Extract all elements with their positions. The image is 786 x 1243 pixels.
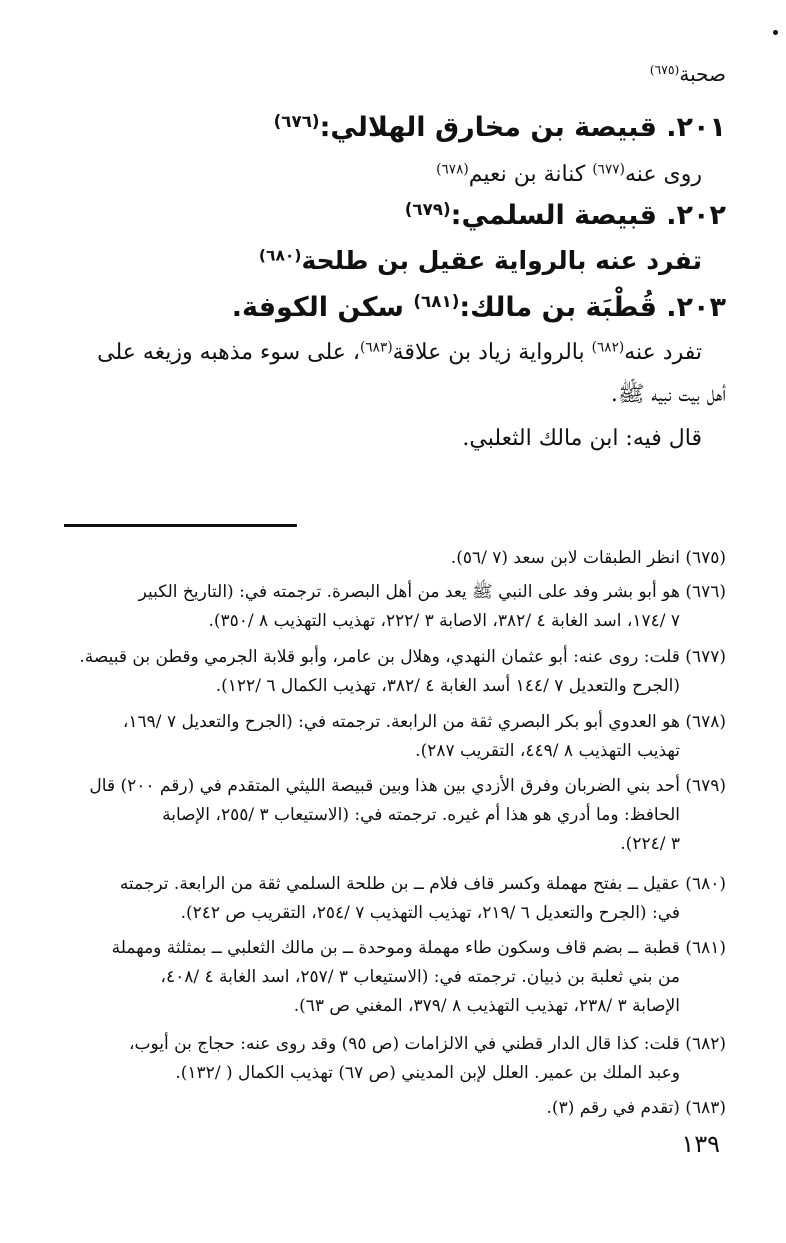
heading-line [60, 62, 726, 86]
entry-203-title [60, 292, 726, 323]
footnote-line: وعبد الملك بن عمير. العلل لإبن المديني (ص ٦٧) تهذيب الكمال ( /١٣٢). [175, 1063, 680, 1083]
entry-201-title [60, 112, 726, 143]
footnote-678 [58, 708, 726, 766]
body-text: تفرد عنه [624, 340, 702, 365]
entry-title: ٢٠٣. قُطْبَة بن مالك: [459, 292, 726, 323]
footnote-line: في: (الجرح والتعديل ٦ /٢١٩، تهذيب التهذيب ٧ /٢٥٤، التقريب ص ٢٤٢). [180, 903, 680, 923]
entry-ref: (٦٧٩) [404, 198, 451, 219]
heading-ref: (٦٧٥) [649, 62, 680, 78]
footnote-line: (٦٧٧) قلت: روى عنه: أبو عثمان النهدي، وهلال بن عامر، وأبو قلابة الجرمي وقطن بن قبيصة. [79, 647, 726, 667]
footnote-separator [64, 524, 297, 527]
footnote-683 [58, 1094, 726, 1123]
entry-202-narrator [60, 246, 702, 275]
body-text: ، على سوء مذهبه وزيغه على [97, 340, 361, 365]
narrator-text: روى عنه [624, 162, 702, 187]
footnote-line: (٦٨١) قطبة ــ بضم قاف وسكون طاء مهملة وموحدة ــ بن مالك الثعلبي ــ بمثلثة ومهملة [111, 938, 726, 958]
footnote-ref: (٦٨٠) [258, 246, 302, 265]
footnote-681 [58, 934, 726, 1021]
footnote-line: الإصابة ٣ /٢٣٨، تهذيب التهذيب ٨ /٣٧٩، المغني ص ٦٣). [293, 996, 680, 1016]
body-text: بالرواية زياد بن علاقة [392, 340, 592, 365]
footnote-line: (الجرح والتعديل ٧ /١٤٤ أسد الغابة ٤ /٣٨٢، تهذيب الكمال ٦ /١٢٢). [215, 676, 680, 696]
footnote-line: (٦٧٩) أحد بني الضربان وفرق الأزدي بين هذا وبين قبيصة الليثي المتقدم في (رقم ٢٠٠) قال [89, 776, 726, 796]
entry-title-rest: سكن الكوفة. [231, 292, 414, 323]
entry-202-title [60, 200, 726, 231]
footnote-line: (٦٨٢) قلت: كذا قال الدار قطني في الالزامات (ص ٩٥) وقد روى عنه: حجاج بن أيوب، [129, 1034, 726, 1054]
entry-203-body-line2: أهل بيت نبيه ﷺ. [610, 382, 726, 407]
entry-title: ٢٠١. قبيصة بن مخارق الهلالي: [319, 112, 726, 143]
heading-word: صحبة [679, 62, 726, 86]
footnote-ref: (٦٧٨) [436, 161, 469, 178]
entry-ref: (٦٨١) [413, 290, 460, 311]
footnote-677 [58, 643, 726, 701]
footnote-line: ٧ /١٧٤، اسد الغابة ٤ /٣٨٢، الاصابة ٣ /٢٢٢، تهذيب التهذيب ٨ /٣٥٠). [208, 611, 680, 631]
entry-ref: (٦٧٦) [273, 110, 320, 131]
entry-203-body-line3: قال فيه: ابن مالك الثعلبي. [462, 426, 702, 451]
footnote-line: (٦٧٦) هو أبو بشر وفد على النبي ﷺ يعد من أهل البصرة. ترجمته في: (التاريخ الكبير [138, 582, 726, 602]
footnote-680 [58, 870, 726, 928]
footnote-line: الحافظ: وما أدري هو هذا أم غيره. ترجمته في: (الاستيعاب ٣ /٢٥٥، الإصابة [162, 805, 680, 825]
footnote-line: (٦٨٠) عقيل ــ بفتح مهملة وكسر قاف فلام ــ بن طلحة السلمي ثقة من الرابعة. ترجمته [119, 874, 726, 894]
footnote-682 [58, 1030, 726, 1088]
footnote-line: (٦٧٨) هو العدوي أبو بكر البصري ثقة من الرابعة. ترجمته في: (الجرح والتعديل ٧ /١٦٩، [122, 712, 726, 732]
footnote-line: ٣ /٢٢٤). [620, 834, 680, 854]
footnote-ref: (٦٨٢) [591, 339, 625, 356]
footnote-ref: (٦٧٧) [592, 161, 625, 178]
footnote-line: (٦٨٣) (تقدم في رقم (٣). [546, 1098, 726, 1118]
entry-title: ٢٠٢. قبيصة السلمي: [450, 200, 726, 231]
narrator-text: تفرد عنه بالرواية عقيل بن طلحة [301, 246, 702, 275]
entry-201-narrator [60, 162, 702, 187]
footnote-676 [58, 578, 726, 636]
footnote-ref: (٦٨٣) [360, 339, 393, 356]
footnote-line: من بني ثعلبة بن ذبيان. ترجمته في: (الاستيعاب ٣ /٢٥٧، اسد الغابة ٤ /٤٠٨، [160, 967, 680, 987]
entry-203-body-line1 [60, 340, 702, 365]
footnote-line: (٦٧٥) انظر الطبقات لابن سعد (٧ /٥٦). [450, 548, 726, 568]
footnote-line: تهذيب التهذيب ٨ /٤٤٩، التقريب ٢٨٧). [415, 741, 680, 761]
narrator-name: كنانة بن نعيم [468, 162, 593, 187]
footnote-675 [58, 544, 726, 573]
footnote-679 [58, 772, 726, 859]
page-number: ١٣٩ [681, 1130, 720, 1158]
speck-mark [773, 30, 778, 35]
